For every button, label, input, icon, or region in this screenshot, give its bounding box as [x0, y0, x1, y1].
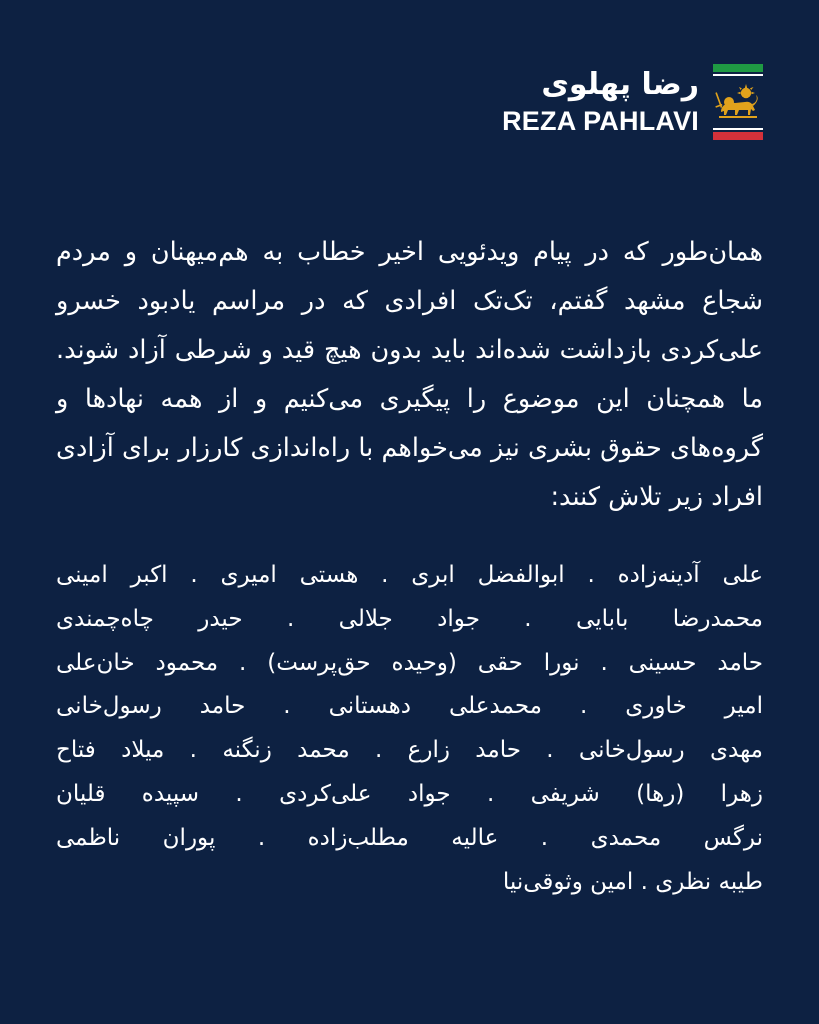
names-line: مهدی رسول‌خانی . حامد زارع . محمد زنگنه . میلاد فتاح	[56, 737, 763, 764]
flag-logo	[713, 64, 763, 140]
statement-content	[56, 228, 763, 920]
names-line: نرگس محمدی . عالیه مطلب‌زاده . پوران ناظمی	[56, 824, 763, 851]
statement-paragraph: همان‌طور که در پیام ویدئویی اخیر خطاب به هم‌میهنان و مردم شجاع مشهد گفتم، تک‌تک افرادی که در مراسم یادبود خسرو علی‌کردی بازداشت شده‌اند باید بدون هیچ قید و شرطی آزاد شوند. ما همچنان این موضوع را پیگیری می‌کنیم و از همه نهادها و گروه‌های حقوق بشری نیز می‌خواهم با راه‌اندازی کارزار برای آزادی افراد زیر تلاش کنند:	[56, 237, 763, 512]
flag-green-stripe	[713, 64, 763, 72]
flag-white-line-top	[713, 74, 763, 76]
names-line: حامد حسینی . نورا حقی (وحیده حق‌پرست) . محمود خان‌علی	[56, 649, 763, 676]
header	[502, 64, 763, 140]
names-line: علی آدینه‌زاده . ابوالفضل ابری . هستی امیری . اکبر امینی	[56, 562, 763, 588]
names-line: امیر خاوری . محمدعلی دهستانی . حامد رسول‌خانی	[56, 693, 763, 720]
flag-white-line-bottom	[713, 128, 763, 130]
brand-name-english: REZA PAHLAVI	[502, 106, 699, 136]
names-line: محمدرضا بابایی . جواد جلالی . حیدر چاه‌چمندی	[56, 605, 763, 632]
brand-text	[502, 67, 699, 137]
names-line: طیبه نظری . امین وثوقی‌نیا	[502, 868, 763, 895]
detainee-names-list	[56, 554, 763, 904]
flag-red-stripe	[713, 132, 763, 140]
names-line: زهرا (رها) شریفی . جواد علی‌کردی . سپیده قلیان	[56, 780, 763, 807]
lion-and-sun-emblem-icon	[715, 82, 761, 122]
brand-name-persian: رضا پهلوی	[541, 67, 699, 102]
